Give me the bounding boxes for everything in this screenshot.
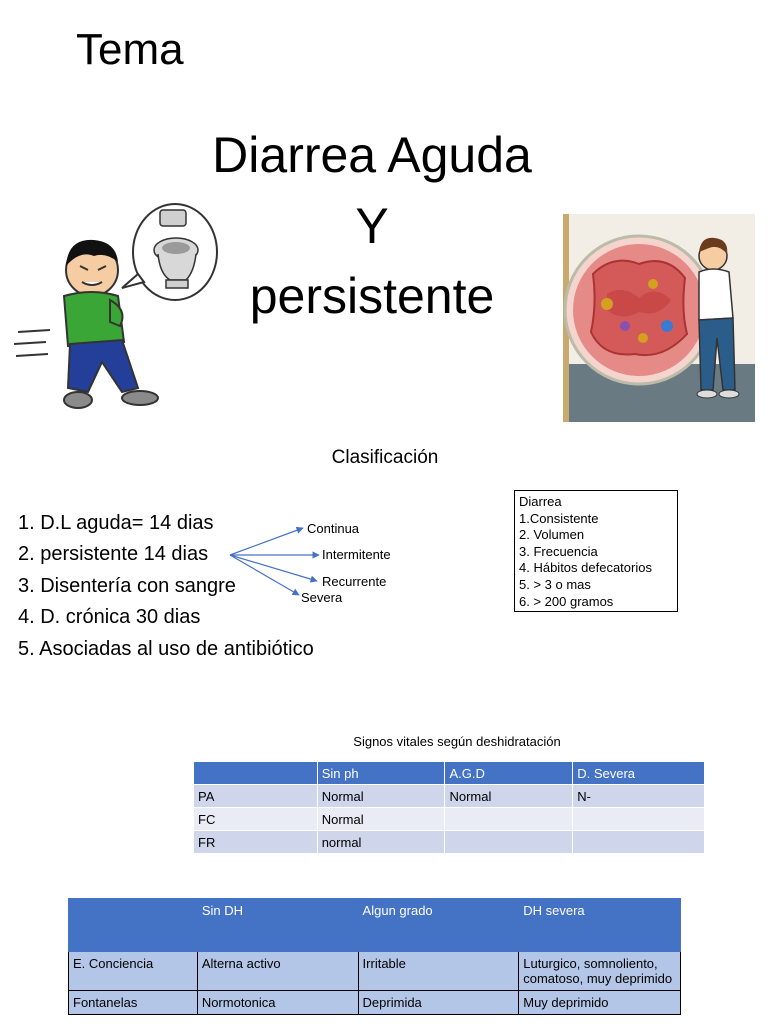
table-cell: Irritable <box>358 952 519 991</box>
table-header-cell: Sin ph <box>317 762 445 785</box>
table-header-cell: DH severa <box>519 899 681 952</box>
table-row <box>194 785 705 808</box>
table-cell: Normal <box>317 808 445 831</box>
classification-heading: Clasificación <box>331 447 439 468</box>
table-cell: Normal <box>317 785 445 808</box>
subtype-severa: Severa <box>301 590 343 605</box>
page-title-line-3: persistente <box>249 268 495 324</box>
vitals-table-caption: Signos vitales según deshidratación <box>353 734 561 749</box>
table-cell: FR <box>194 831 318 854</box>
vitals-table <box>193 761 705 854</box>
table-cell: N- <box>573 785 705 808</box>
table-header-cell: D. Severa <box>573 762 705 785</box>
table-cell: Alterna activo <box>197 952 358 991</box>
table-cell: E. Conciencia <box>69 952 198 991</box>
classification-item: 3. Disentería con sangre <box>18 575 236 597</box>
classification-item: 2. persistente 14 dias <box>18 543 209 565</box>
criteria-line: 3. Frecuencia <box>519 543 598 559</box>
classification-item: 1. D.L aguda= 14 dias <box>18 512 214 534</box>
table-header-cell <box>69 899 198 952</box>
diarrhea-criteria-box <box>514 490 678 612</box>
table-cell: PA <box>194 785 318 808</box>
table-cell: Muy deprimido <box>519 991 681 1015</box>
table-cell <box>573 808 705 831</box>
subtype-continua: Continua <box>307 521 360 536</box>
criteria-line: 6. > 200 gramos <box>519 593 614 609</box>
table-cell <box>445 808 573 831</box>
criteria-line: 5. > 3 o mas <box>519 576 591 592</box>
table-cell <box>573 831 705 854</box>
criteria-line: 4. Hábitos defecatorios <box>519 560 652 576</box>
subtype-recurrente: Recurrente <box>322 574 387 589</box>
arrow-continua <box>230 528 303 555</box>
table-row <box>69 952 681 991</box>
table-header-cell: Sin DH <box>197 899 358 952</box>
criteria-line: 2. Volumen <box>519 527 585 543</box>
table-row <box>194 831 705 854</box>
abdominal-pain-illustration-icon <box>563 214 755 422</box>
table-header-row <box>69 899 681 952</box>
table-cell: FC <box>194 808 318 831</box>
table-row <box>194 808 705 831</box>
arrow-recurrente <box>230 555 317 581</box>
boy-toilet-illustration-icon <box>10 192 230 424</box>
table-cell: Deprimida <box>358 991 519 1015</box>
table-cell: Luturgico, somnoliento, comatoso, muy deprimido <box>519 952 681 991</box>
page-title-line-2: Y <box>355 198 389 254</box>
subtype-intermitente: Intermitente <box>322 547 391 562</box>
page-title-line-1: Diarrea Aguda <box>212 127 532 183</box>
table-header-row <box>194 762 705 785</box>
table-header-cell: Algun grado <box>358 899 519 952</box>
table-header-cell: A.G.D <box>445 762 573 785</box>
table-header-cell <box>194 762 318 785</box>
criteria-line: 1.Consistente <box>519 510 599 526</box>
table-cell: Fontanelas <box>69 991 198 1015</box>
table-cell: Normal <box>445 785 573 808</box>
table-cell <box>445 831 573 854</box>
topic-label: Tema <box>76 25 184 74</box>
criteria-line: Diarrea <box>519 494 562 509</box>
arrow-severa <box>230 555 299 595</box>
table-cell: Normotonica <box>197 991 358 1015</box>
classification-item: 5. Asociadas al uso de antibiótico <box>18 638 314 660</box>
table-row <box>69 991 681 1015</box>
classification-item: 4. D. crónica 30 dias <box>18 606 201 628</box>
table-cell: normal <box>317 831 445 854</box>
dehydration-table <box>68 898 681 1015</box>
